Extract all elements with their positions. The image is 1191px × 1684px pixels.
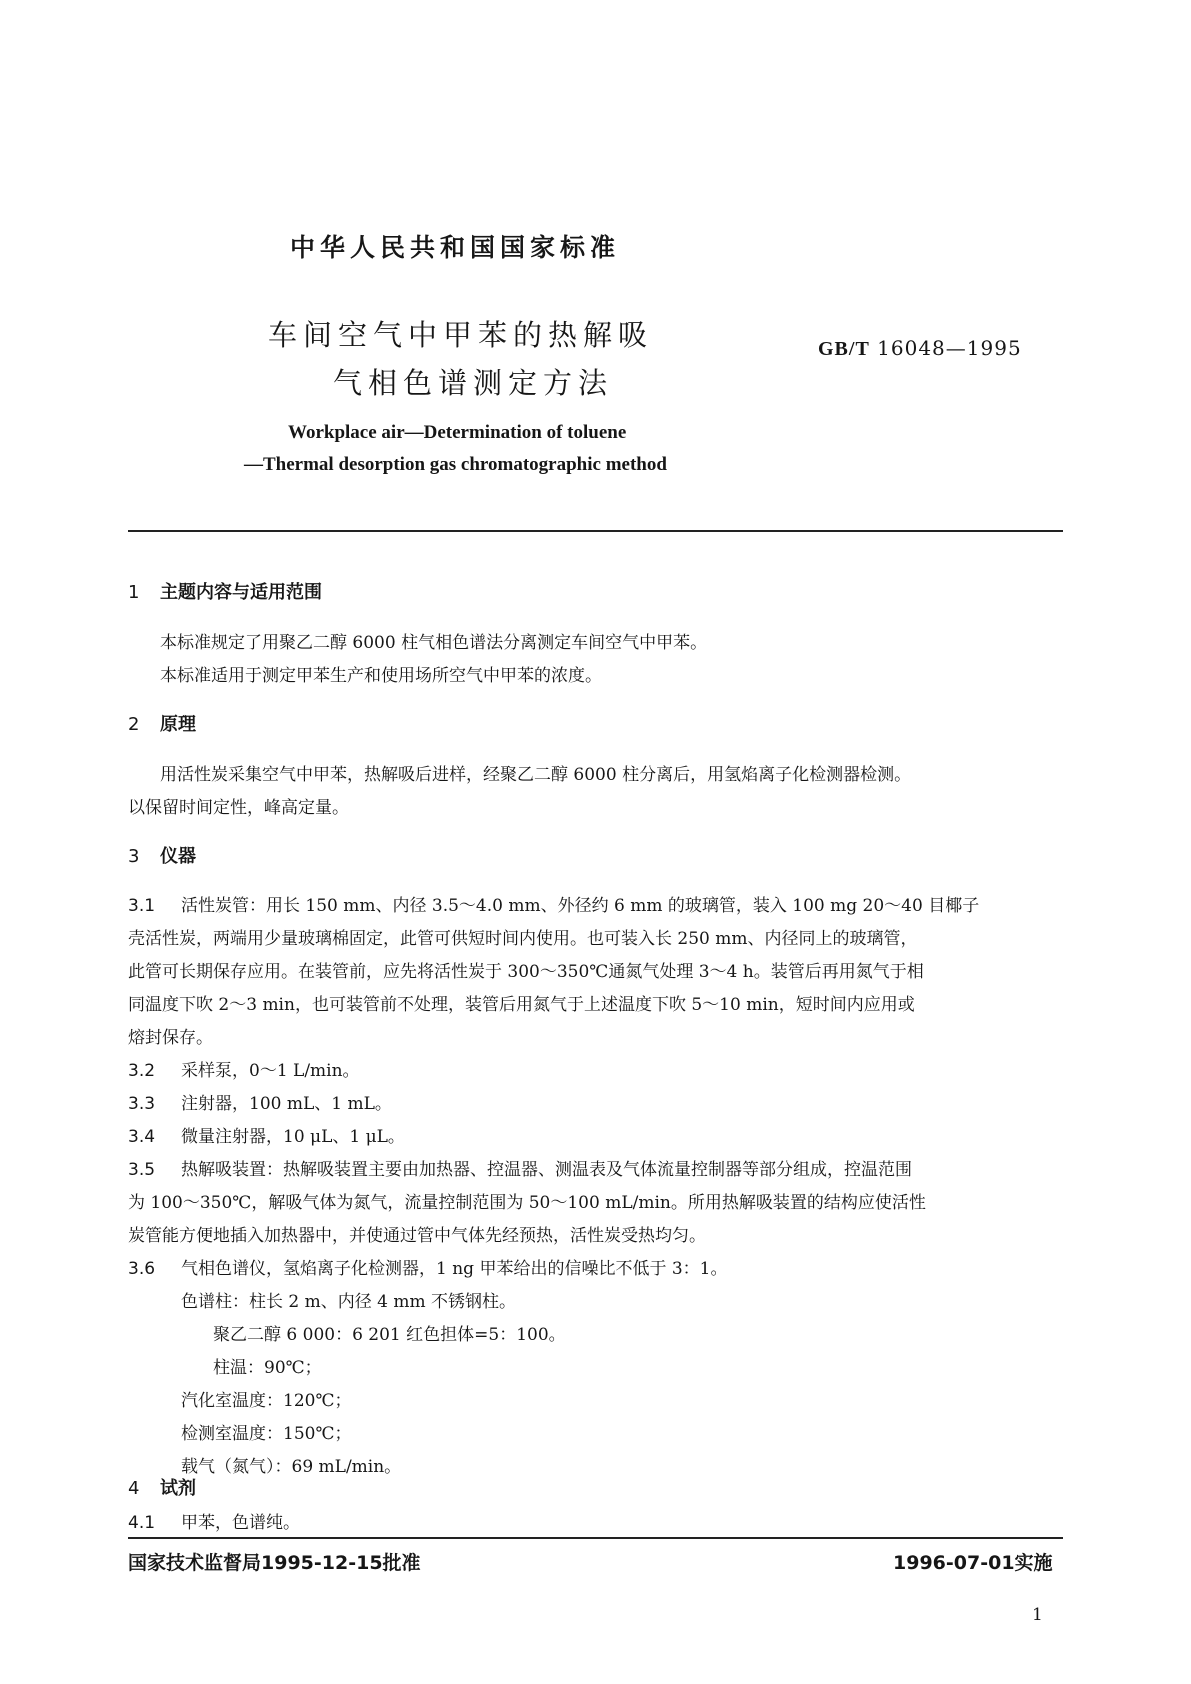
column-temperature: 柱温：90℃；	[213, 1358, 322, 1378]
item-number: 3.1	[128, 896, 156, 916]
section-1-heading	[128, 578, 322, 604]
section-2-line-2: 以保留时间定性，峰高定量。	[128, 798, 349, 818]
item-text: 甲苯，色谱纯。	[181, 1513, 300, 1533]
column-packing: 聚乙二醇 6 000：6 201 红色担体=5：100。	[213, 1325, 566, 1345]
item-4-1	[128, 1508, 300, 1533]
title-line-1: 车间空气中甲苯的热解吸	[268, 318, 654, 352]
item-3-5-line-2: 为 100～350℃，解吸气体为氮气，流量控制范围为 50～100 mL/min。所用热解吸装置的结构应使活性	[128, 1193, 926, 1213]
item-3-5-line-1	[128, 1155, 912, 1180]
item-number: 3.4	[128, 1127, 156, 1147]
carrier-gas: 载气（氮气）：69 mL/min。	[181, 1457, 402, 1477]
item-3-2	[128, 1056, 360, 1081]
section-title: 试剂	[160, 1478, 196, 1499]
section-title: 仪器	[160, 846, 196, 867]
section-2-line-1: 用活性炭采集空气中甲苯，热解吸后进样，经聚乙二醇 6000 柱分离后，用氢焰离子化检测器检测。	[160, 765, 912, 785]
column-spec: 色谱柱：柱长 2 m、内径 4 mm 不锈钢柱。	[181, 1292, 517, 1312]
item-text: 采样泵，0～1 L/min。	[181, 1061, 360, 1081]
item-3-6	[128, 1254, 728, 1279]
approval-statement: 国家技术监督局1995-12-15批准	[128, 1552, 421, 1574]
header-divider	[128, 530, 1063, 532]
standard-code-prefix: GB/T	[818, 338, 870, 360]
item-number: 4.1	[128, 1513, 156, 1533]
item-3-1-line-2: 壳活性炭，两端用少量玻璃棉固定，此管可供短时间内使用。也可装入长 250 mm、内径同上的玻璃管，	[128, 929, 918, 949]
section-2-heading	[128, 710, 196, 736]
section-title: 原理	[160, 714, 196, 735]
section-1-paragraph-2: 本标准适用于测定甲苯生产和使用场所空气中甲苯的浓度。	[160, 666, 602, 686]
item-3-1-line-5: 熔封保存。	[128, 1028, 213, 1048]
section-1-paragraph-1: 本标准规定了用聚乙二醇 6000 柱气相色谱法分离测定车间空气中甲苯。	[160, 633, 708, 653]
item-number: 3.5	[128, 1160, 156, 1180]
footer-divider	[128, 1537, 1063, 1539]
item-number: 3.6	[128, 1259, 156, 1279]
item-text: 热解吸装置：热解吸装置主要由加热器、控温器、测温表及气体流量控制器等部分组成，控温范围	[181, 1160, 912, 1180]
item-text: 活性炭管：用长 150 mm、内径 3.5～4.0 mm、外径约 6 mm 的玻璃管，装入 100 mg 20～40 目椰子	[181, 896, 980, 916]
english-title-line-2: —Thermal desorption gas chromatographic method	[244, 454, 667, 475]
item-3-3	[128, 1089, 392, 1114]
section-number: 1	[128, 582, 140, 603]
item-3-1-line-3: 此管可长期保存应用。在装管前，应先将活性炭于 300～350℃通氮气处理 3～4 h。装管后再用氮气于相	[128, 962, 924, 982]
section-title: 主题内容与适用范围	[160, 582, 322, 603]
page-number: 1	[1032, 1605, 1043, 1625]
item-text: 注射器，100 mL、1 mL。	[181, 1094, 392, 1114]
vaporization-temperature: 汽化室温度：120℃；	[181, 1391, 352, 1411]
item-3-4	[128, 1122, 405, 1147]
item-3-1-line-1	[128, 891, 979, 916]
national-standard-heading: 中华人民共和国国家标准	[290, 233, 621, 262]
item-text: 气相色谱仪，氢焰离子化检测器，1 ng 甲苯给出的信噪比不低于 3：1。	[181, 1259, 728, 1279]
title-line-2: 气相色谱测定方法	[333, 366, 614, 400]
detector-temperature: 检测室温度：150℃；	[181, 1424, 352, 1444]
section-number: 2	[128, 714, 140, 735]
standard-code-number: 16048—1995	[877, 336, 1022, 360]
standard-code	[818, 336, 1022, 361]
section-number: 4	[128, 1478, 140, 1499]
item-number: 3.3	[128, 1094, 156, 1114]
item-3-5-line-3: 炭管能方便地插入加热器中，并使通过管中气体先经预热，活性炭受热均匀。	[128, 1226, 706, 1246]
section-3-heading	[128, 842, 196, 868]
item-text: 微量注射器，10 μL、1 μL。	[181, 1127, 405, 1147]
item-number: 3.2	[128, 1061, 156, 1081]
english-title-line-1: Workplace air—Determination of toluene	[288, 422, 627, 443]
section-number: 3	[128, 846, 140, 867]
item-3-1-line-4: 同温度下吹 2～3 min，也可装管前不处理，装管后用氮气于上述温度下吹 5～10 min，短时间内应用或	[128, 995, 915, 1015]
effective-date: 1996-07-01实施	[893, 1552, 1053, 1574]
section-4-heading	[128, 1474, 196, 1500]
